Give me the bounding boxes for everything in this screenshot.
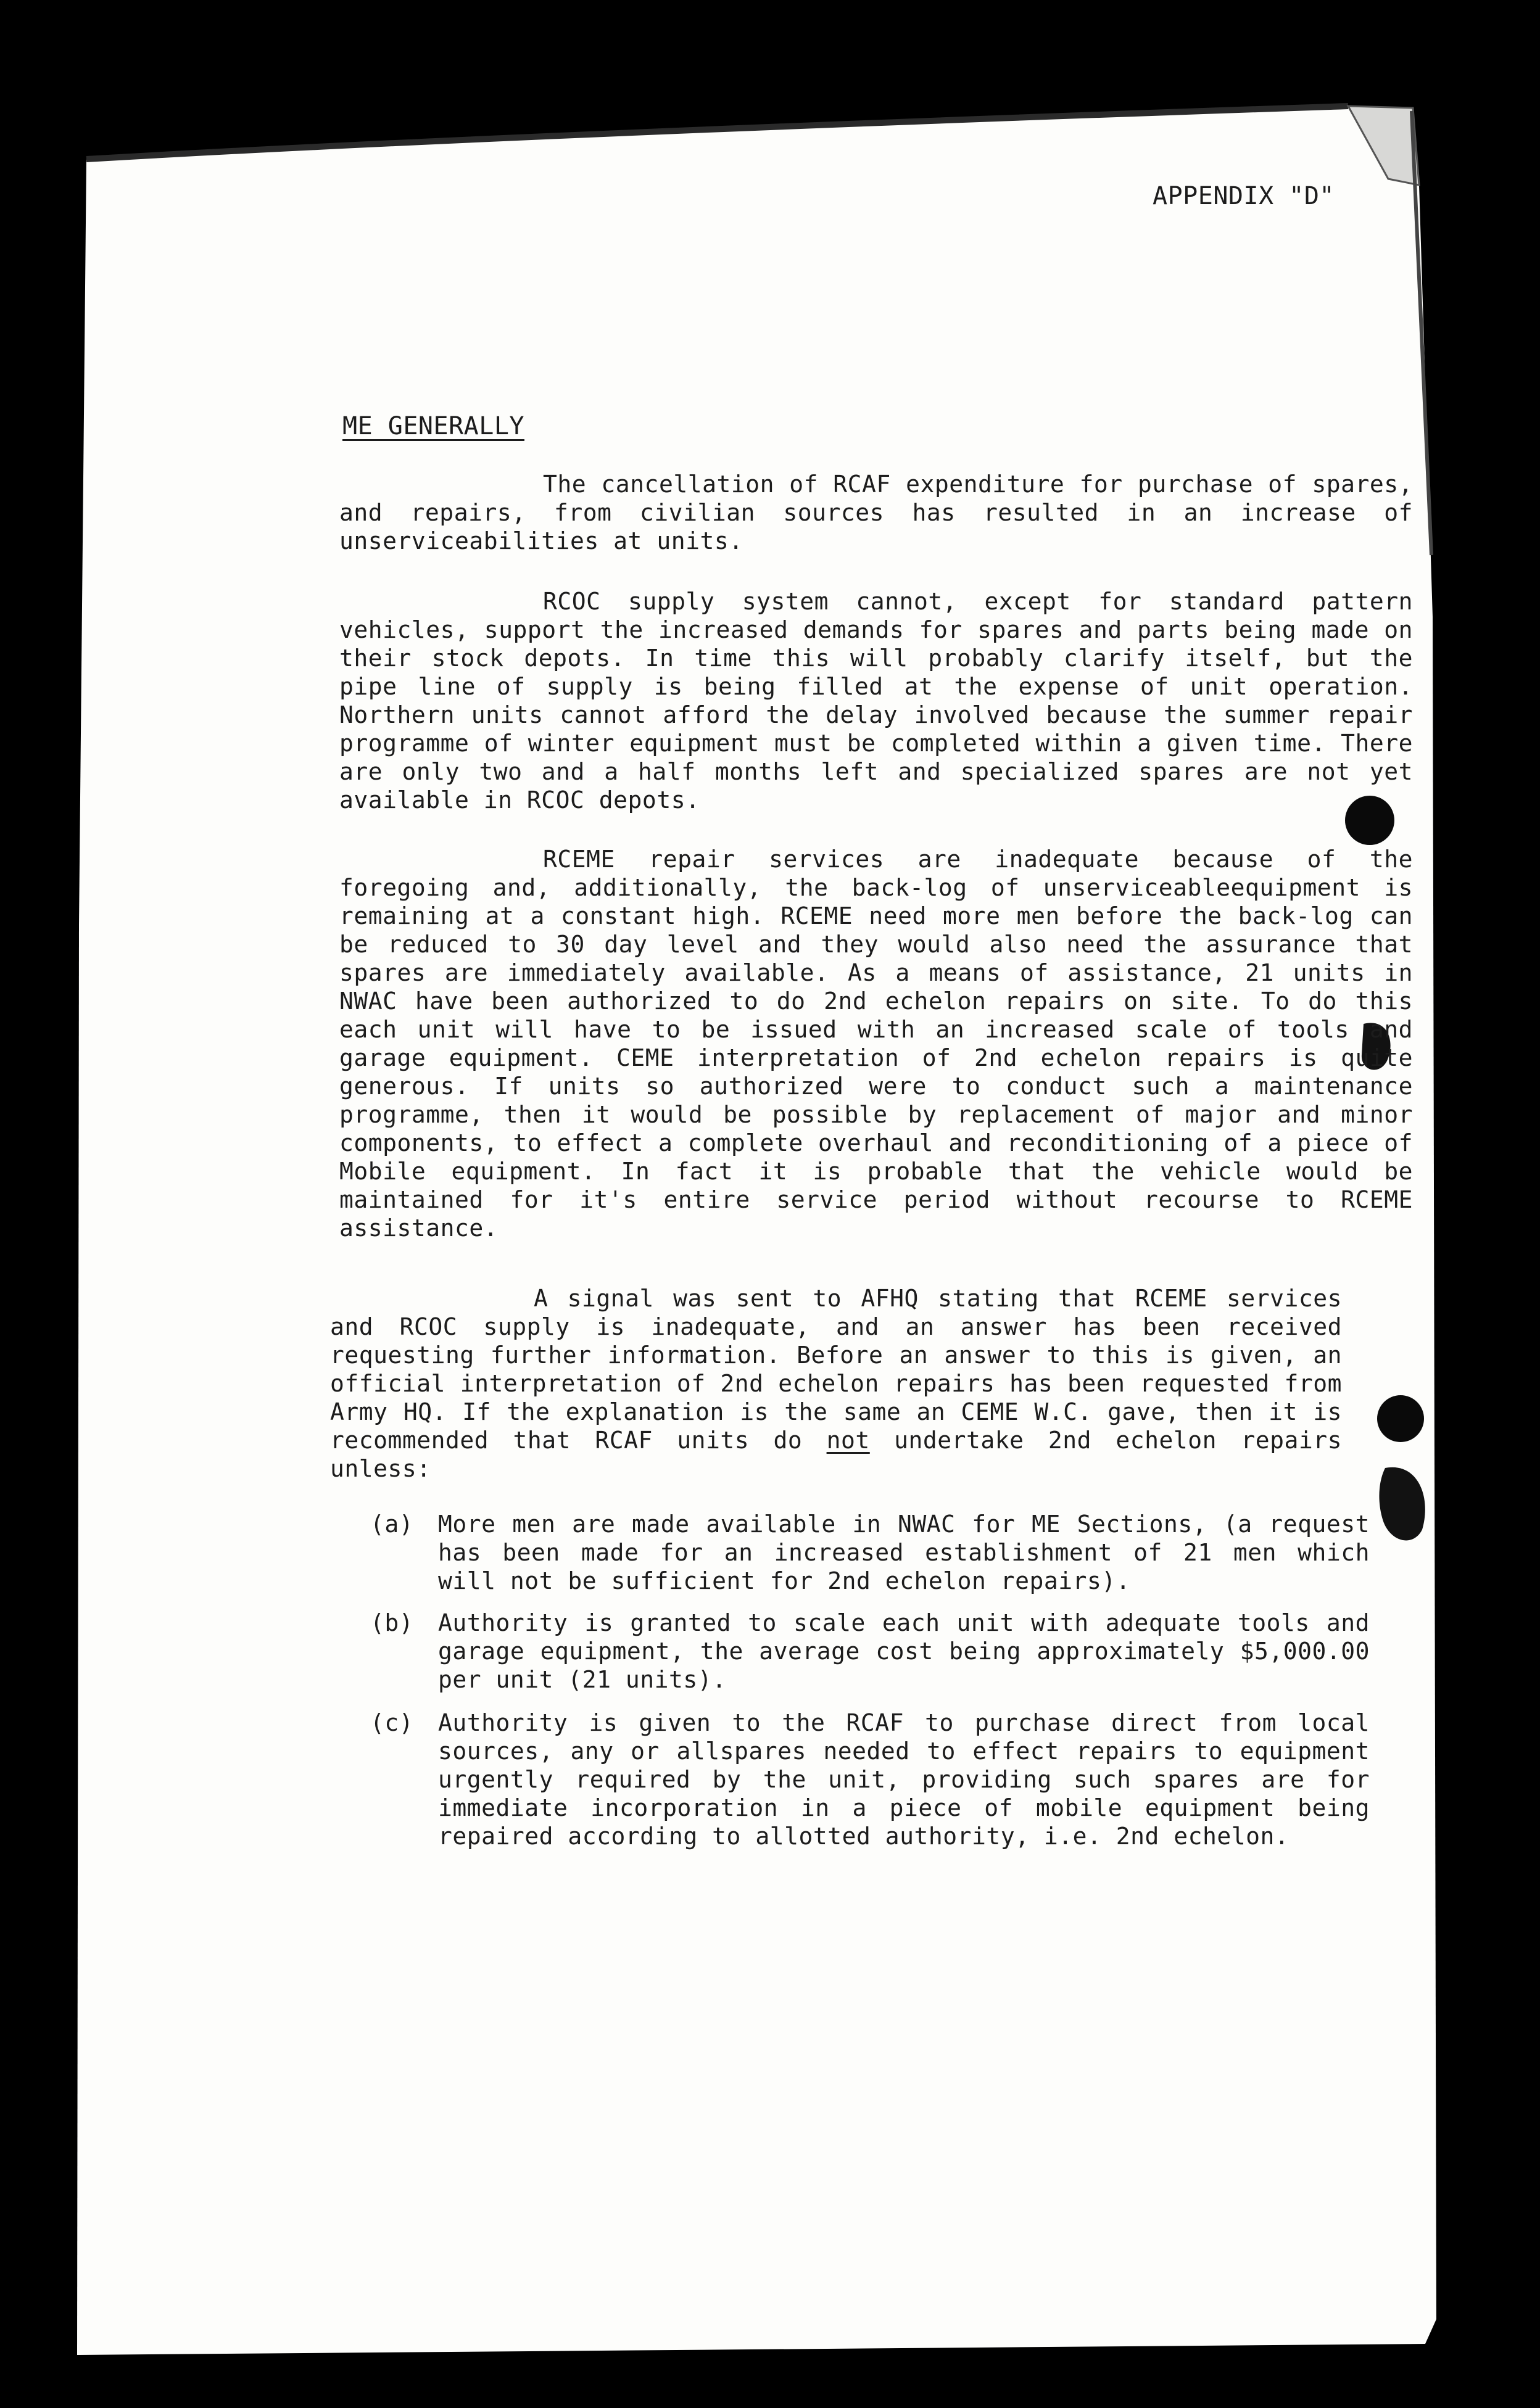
paragraph-afhq-signal-text-end: undertake 2nd echelon repairs unless: xyxy=(330,1427,1342,1482)
list-marker: (c) xyxy=(370,1709,414,1736)
list-marker: (a) xyxy=(370,1511,414,1538)
paragraph-spares-cancellation: The cancellation of RCAF expenditure for purchase of spares, and repairs, from civilian sources has resulted in an increase of unserviceabilities at units. xyxy=(339,471,1413,555)
emphasis-not: not xyxy=(826,1427,870,1454)
paragraph-afhq-signal xyxy=(330,1284,1342,1483)
list-item-c xyxy=(370,1709,1370,1850)
list-item-text: More men are made available in NWAC for ME Sections, (a request has been made for an increased establishment of 21 men which will not be sufficient for 2nd echelon repairs). xyxy=(438,1511,1370,1594)
list-item-text: Authority is granted to scale each unit with adequate tools and garage equipment, the average cost being approximately $5,000.00 per unit (21 units). xyxy=(438,1609,1370,1693)
appendix-label: APPENDIX "D" xyxy=(1153,182,1335,210)
list-item-text: Authority is given to the RCAF to purchase direct from local sources, any or allspares needed to effect repairs to equipment urgently required by the unit, providing such spares are for immediate incorporation in a piece of mobile equipment being repaired according to allotted authority, i.e. 2nd echelon. xyxy=(438,1709,1370,1850)
list-item-a xyxy=(370,1510,1370,1595)
punch-hole-lower xyxy=(1377,1395,1424,1442)
section-heading: ME GENERALLY xyxy=(342,412,524,440)
paragraph-rceme-repair: RCEME repair services are inadequate because of the foregoing and, additionally, the back-log of unserviceableequipment is remaining at a constant high. RCEME need more men before the back-log can be reduced to 30 day level and they would also need the assurance that spares are immediately available. As a means of assistance, 21 units in NWAC have been authorized to do 2nd echelon repairs on site. To do this each unit will have to be issued with an increased scale of tools and garage equipment. CEME interpretation of 2nd echelon repairs is quite generous. If units so authorized were to conduct such a maintenance programme, then it would be possible by replacement of major and minor components, to effect a complete overhaul and reconditioning of a piece of Mobile equipment. In fact it is probable that the vehicle would be maintained for it's entire service period without recourse to RCEME assistance. xyxy=(339,846,1413,1242)
list-marker: (b) xyxy=(370,1609,414,1636)
list-item-b xyxy=(370,1609,1370,1694)
paragraph-rcoc-supply: RCOC supply system cannot, except for standard pattern vehicles, support the increased demands for spares and parts being made on their stock depots. In time this will probably clarify itself, but the pipe line of supply is being filled at the expense of unit operation. Northern units cannot afford the delay involved because the summer repair programme of winter equipment must be completed within a given time. There are only two and a half months left and specialized spares are not yet available in RCOC depots. xyxy=(339,588,1413,814)
paragraph-afhq-signal-text: A signal was sent to AFHQ stating that RCEME services and RCOC supply is inadequate, and an answer has been received requesting further information. Before an answer to this is given, an official interpretation of 2nd echelon repairs has been requested from Army HQ. If the explanation is the same an CEME W.C. gave, then it is recommended that RCAF units do xyxy=(330,1285,1342,1454)
